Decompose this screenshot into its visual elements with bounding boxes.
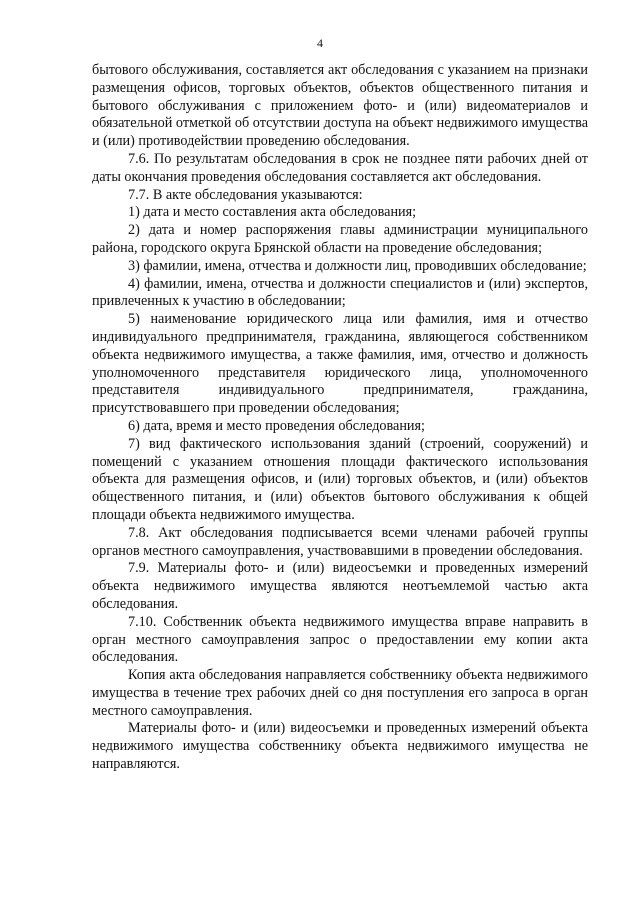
- list-item: 2) дата и номер распоряжения главы администрации муниципального района, городского округа Брянской области на проведение обследования;: [92, 222, 588, 256]
- list-item: 1) дата и место составления акта обследования;: [128, 204, 417, 221]
- document-body: [92, 62, 588, 774]
- paragraph: Копия акта обследования направляется собственнику объекта недвижимого имущества в течение трех рабочих дней со дня поступления его запроса в орган местного самоуправления.: [92, 667, 588, 719]
- paragraph: 7.6. По результатам обследования в срок не позднее пяти рабочих дней от даты окончания проведения обследования составляется акт обследования.: [92, 150, 588, 185]
- list-item: 5) наименование юридического лица или фамилия, имя и отчество индивидуального предпринимателя, гражданина, являющегося собственником объекта недвижимого имущества, а также фамилия, имя, отчество и должность уполномоченного представителя юридического лица, уполномоченного представителя индивидуального предпринимателя, гражданина, присутствовавшего при проведении обследования;: [92, 311, 588, 417]
- list-item: 4) фамилии, имена, отчества и должности специалистов и (или) экспертов, привлеченных к участию в обследовании;: [92, 275, 588, 310]
- paragraph: бытового обслуживания, составляется акт обследования с указанием на признаки размещения офисов, торговых объектов, объектов общественного питания и бытового обслуживания с приложением фото- и (или) видеоматериалов и обязательной отметкой об отсутствии доступа на объект недвижимого имущества и (или) противодействии проведению обследования.: [92, 62, 588, 150]
- list-item: 3) фамилии, имена, отчества и должности лиц, проводивших обследование;: [128, 257, 587, 274]
- paragraph: 7.9. Материалы фото- и (или) видеосъемки и проведенных измерений объекта недвижимого имущества являются неотъемлемой частью акта обследования.: [92, 560, 588, 612]
- page-number: 4: [317, 36, 323, 50]
- paragraph: 7.7. В акте обследования указываются:: [128, 186, 363, 203]
- list-item: 6) дата, время и место проведения обследования;: [128, 417, 425, 434]
- paragraph: 7.10. Собственник объекта недвижимого имущества вправе направить в орган местного самоуправления запрос о предоставлении ему копии акта обследования.: [92, 613, 588, 666]
- paragraph: Материалы фото- и (или) видеосъемки и проведенных измерений объекта недвижимого имущества собственнику объекта недвижимого имущества не направляются.: [92, 720, 588, 773]
- list-item: 7) вид фактического использования зданий (строений, сооружений) и помещений с указанием отношения площади фактического использования объекта для размещения офисов, и (или) торговых объектов, и (или) объектов общественного питания, и (или) объектов бытового обслуживания к общей площади объекта недвижимого имущества.: [92, 435, 588, 523]
- paragraph: 7.8. Акт обследования подписывается всеми членами рабочей группы органов местного самоуправления, участвовавшими в проведении обследования.: [92, 524, 588, 559]
